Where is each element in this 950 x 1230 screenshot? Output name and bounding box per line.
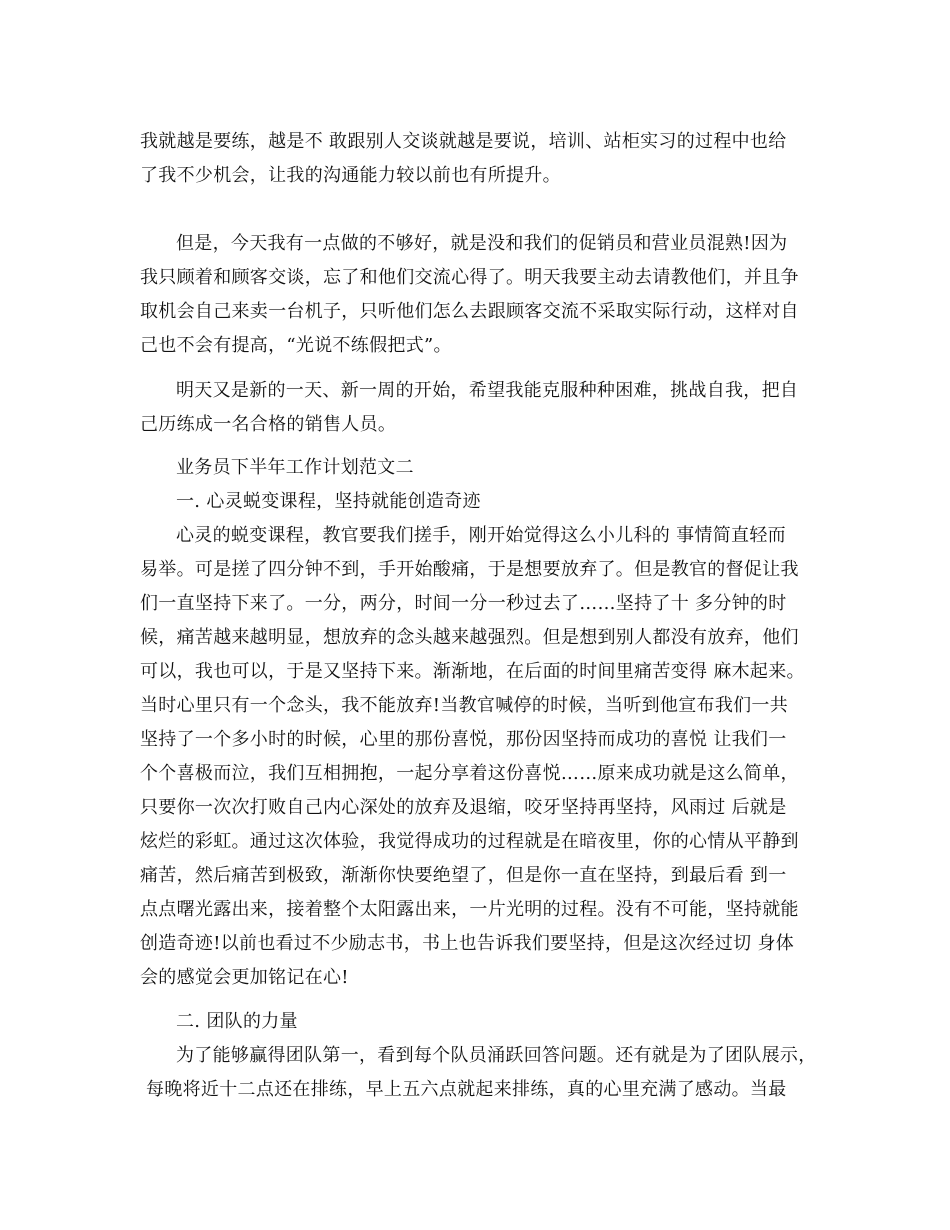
text-line: 心灵的蜕变课程，教官要我们搓手，刚开始觉得这么小儿科的 事情简直轻而 xyxy=(176,525,786,546)
text-line: 易举。可是搓了四分钟不到，手开始酸痛，于是想要放弃了。但是教官的督促让我 xyxy=(140,559,799,580)
text-line: 我就越是要练，越是不 敢跟别人交谈就越是要说，培训、站柜实习的过程中也给 xyxy=(140,131,787,152)
section-heading: 一. 心灵蜕变课程，坚持就能创造奇迹 xyxy=(176,491,481,512)
text-line: 只要你一次次打败自己内心深处的放弃及退缩，咬牙坚持再坚持，风雨过 后就是 xyxy=(140,797,787,818)
text-line: 了我不少机会，让我的沟通能力较以前也有所提升。 xyxy=(140,165,561,186)
text-line: 取机会自己来卖一台机子，只听他们怎么去跟顾客交流不采取实际行动，这样对自 xyxy=(140,301,799,322)
text-line: 们一直坚持下来了。一分，两分，时间一分一秒过去了……坚持了十 多分钟的时 xyxy=(140,593,787,614)
text-line: 但是，今天我有一点做的不够好，就是没和我们的促销员和营业员混熟!因为 xyxy=(176,233,788,254)
text-line: 明天又是新的一天、新一周的开始，希望我能克服种种困难，挑战自我，把自 xyxy=(176,380,799,401)
text-line: 候，痛苦越来越明显，想放弃的念头越来越强烈。但是想到别人都没有放弃，他们 xyxy=(140,627,799,648)
text-line: 个个喜极而泣，我们互相拥抱，一起分享着这份喜悦……原来成功就是这么简单， xyxy=(140,763,799,784)
section-heading: 二. 团队的力量 xyxy=(176,1011,298,1032)
text-line: 坚持了一个多小时的时候，心里的那份喜悦，那份因坚持而成功的喜悦 让我们一 xyxy=(140,729,787,750)
text-line: 每晚将近十二点还在排练，早上五六点就起来排练，真的心里充满了感动。当最 xyxy=(140,1079,787,1100)
section-title: 业务员下半年工作计划范文二 xyxy=(176,457,414,478)
text-line: 创造奇迹!以前也看过不少励志书，书上也告诉我们要坚持，但是这次经过切 身体 xyxy=(140,933,795,954)
text-line: 可以，我也可以，于是又坚持下来。渐渐地，在后面的时间里痛苦变得 麻木起来。 xyxy=(140,661,805,682)
text-line: 我只顾着和顾客交谈，忘了和他们交流心得了。明天我要主动去请教他们，并且争 xyxy=(140,267,799,288)
text-line: 己历练成一名合格的销售人员。 xyxy=(140,414,397,435)
text-line: 己也不会有提高，“光说不练假把式”。 xyxy=(140,335,452,356)
text-line: 会的感觉会更加铭记在心! xyxy=(140,967,349,988)
text-line: 为了能够赢得团队第一，看到每个队员涌跃回答问题。还有就是为了团队展示， xyxy=(176,1045,817,1066)
text-line: 当时心里只有一个念头，我不能放弃!当教官喊停的时候，当听到他宣布我们一共 xyxy=(140,695,789,716)
text-line: 炫烂的彩虹。通过这次体验，我觉得成功的过程就是在暗夜里，你的心情从平静到 xyxy=(140,831,799,852)
text-line: 痛苦，然后痛苦到极致，渐渐你快要绝望了，但是你一直在坚持，到最后看 到一 xyxy=(140,865,787,886)
text-line: 点点曙光露出来，接着整个太阳露出来，一片光明的过程。没有不可能，坚持就能 xyxy=(140,899,799,920)
